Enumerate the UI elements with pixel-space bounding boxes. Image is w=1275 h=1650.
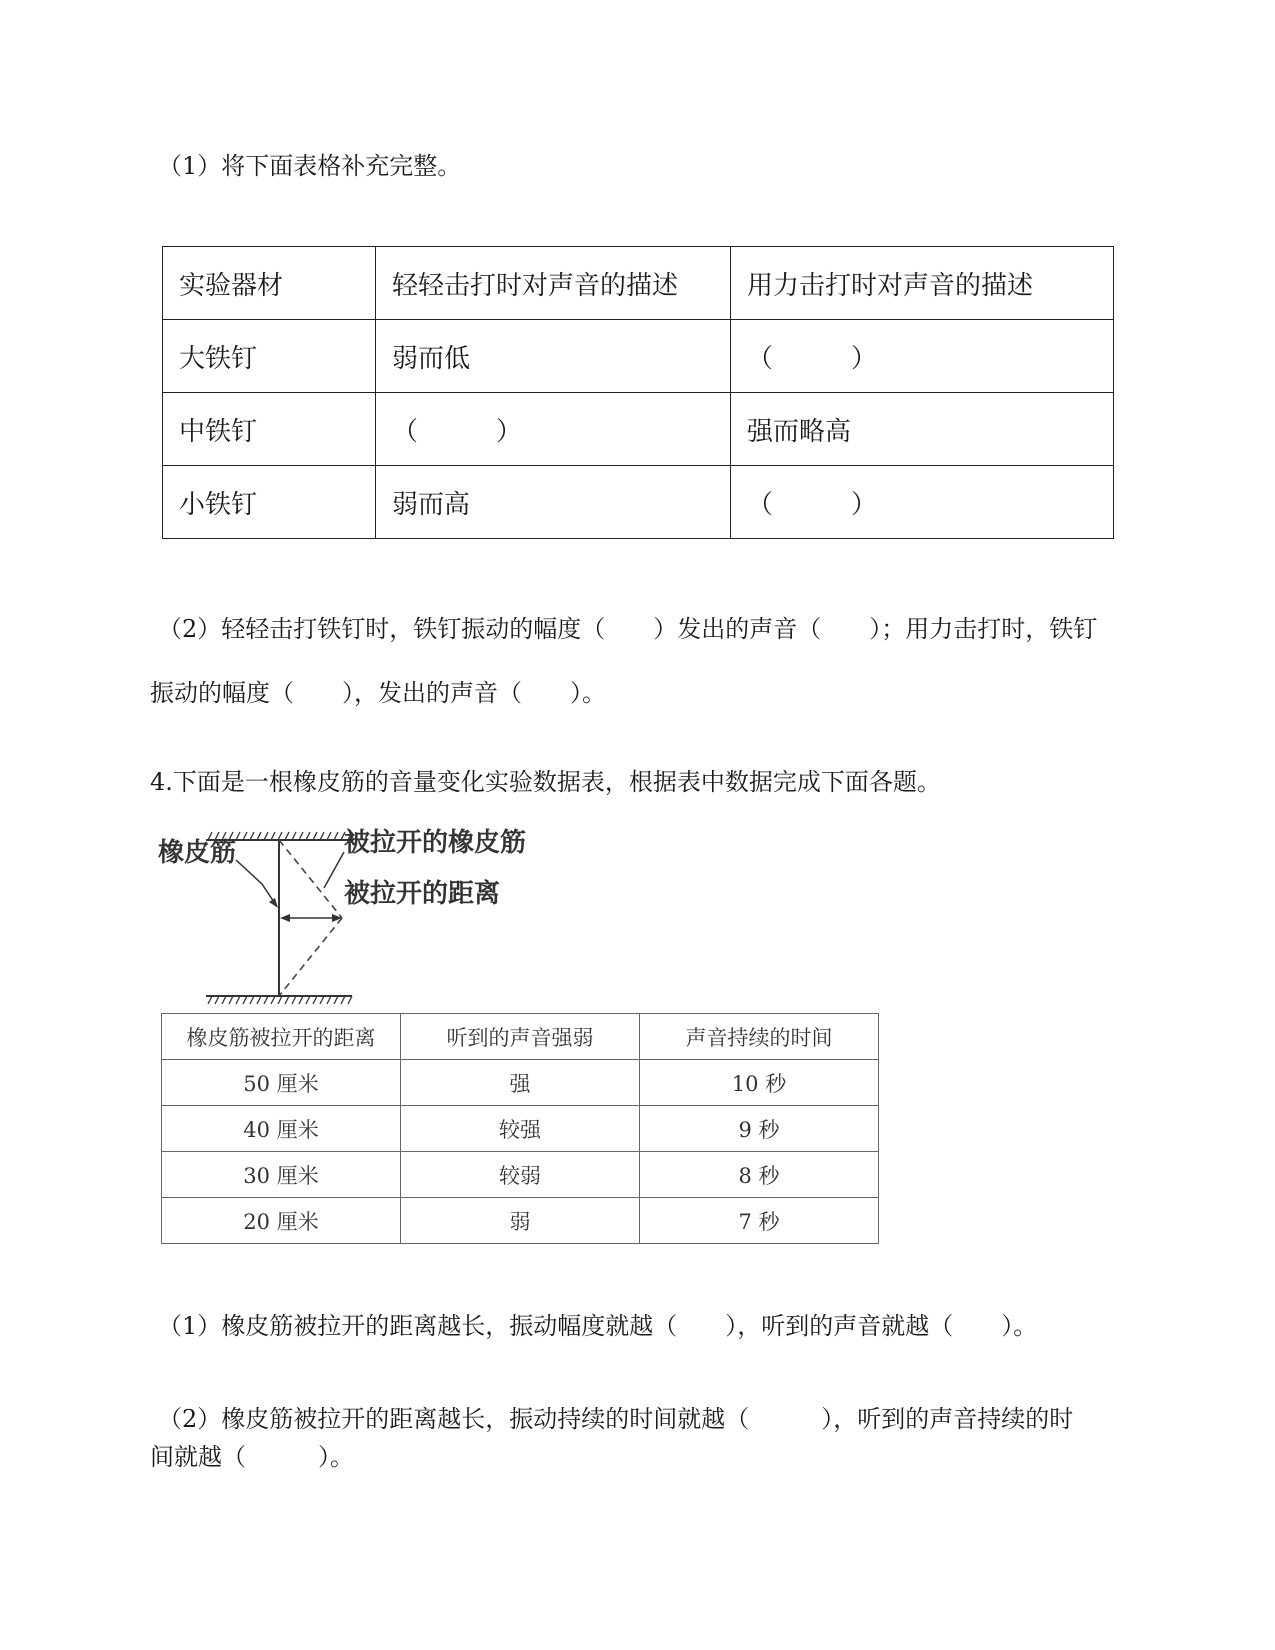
table-cell: 弱而低 [376,320,731,393]
table-cell: 9 秒 [640,1106,879,1152]
rubber-band-diagram [158,828,578,1008]
question-4-part-1: （1）橡皮筋被拉开的距离越长，振动幅度就越（ ），听到的声音就越（ ）。 [158,1312,1038,1340]
table-header-row [163,247,1114,320]
question-3-part-1: （1）将下面表格补充完整。 [158,152,462,180]
table-row [163,466,1114,539]
question-3-part-2-line-2: 振动的幅度（ ），发出的声音（ ）。 [150,679,606,707]
header-cell: 听到的声音强弱 [401,1014,640,1060]
header-cell: 实验器材 [163,247,376,320]
table-cell: 7 秒 [640,1198,879,1244]
header-cell: 轻轻击打时对声音的描述 [376,247,731,320]
table-cell: 弱而高 [376,466,731,539]
label-stretched-band: 被拉开的橡皮筋 [344,828,527,858]
table-cell: 强而略高 [731,393,1114,466]
table-cell: 8 秒 [640,1152,879,1198]
table-cell: 较弱 [401,1152,640,1198]
table-cell: 大铁钉 [163,320,376,393]
table-cell: 30 厘米 [162,1152,401,1198]
table-cell: 小铁钉 [163,466,376,539]
table-row [162,1152,879,1198]
table-cell: 弱 [401,1198,640,1244]
table-cell: 较强 [401,1106,640,1152]
table-row [162,1198,879,1244]
table-cell: 强 [401,1060,640,1106]
label-rubber-band: 橡皮筋 [158,838,237,868]
table-header-row [162,1014,879,1060]
question-3-part-2-line-1: （2）轻轻击打铁钉时，铁钉振动的幅度（ ）发出的声音（ ）；用力击打时，铁钉 [158,615,1098,643]
answer-blank-cell[interactable]: （ ） [731,466,1114,539]
table-cell: 中铁钉 [163,393,376,466]
answer-blank-cell[interactable]: （ ） [731,320,1114,393]
table-row [163,393,1114,466]
question-4-title: 4.下面是一根橡皮筋的音量变化实验数据表，根据表中数据完成下面各题。 [150,768,941,796]
rubber-band-data-table [161,1013,879,1244]
header-cell: 橡皮筋被拉开的距离 [162,1014,401,1060]
nail-sound-table [162,246,1114,539]
question-4-part-2-line-2: 间就越（ ）。 [150,1443,354,1471]
table-row [162,1060,879,1106]
table-row [163,320,1114,393]
header-cell: 用力击打时对声音的描述 [731,247,1114,320]
table-cell: 20 厘米 [162,1198,401,1244]
answer-blank-cell[interactable]: （ ） [376,393,731,466]
table-cell: 50 厘米 [162,1060,401,1106]
table-cell: 40 厘米 [162,1106,401,1152]
label-stretch-distance: 被拉开的距离 [344,879,501,909]
question-4-part-2-line-1: （2）橡皮筋被拉开的距离越长，振动持续的时间就越（ ），听到的声音持续的时 [158,1405,1074,1433]
table-row [162,1106,879,1152]
header-cell: 声音持续的时间 [640,1014,879,1060]
table-cell: 10 秒 [640,1060,879,1106]
